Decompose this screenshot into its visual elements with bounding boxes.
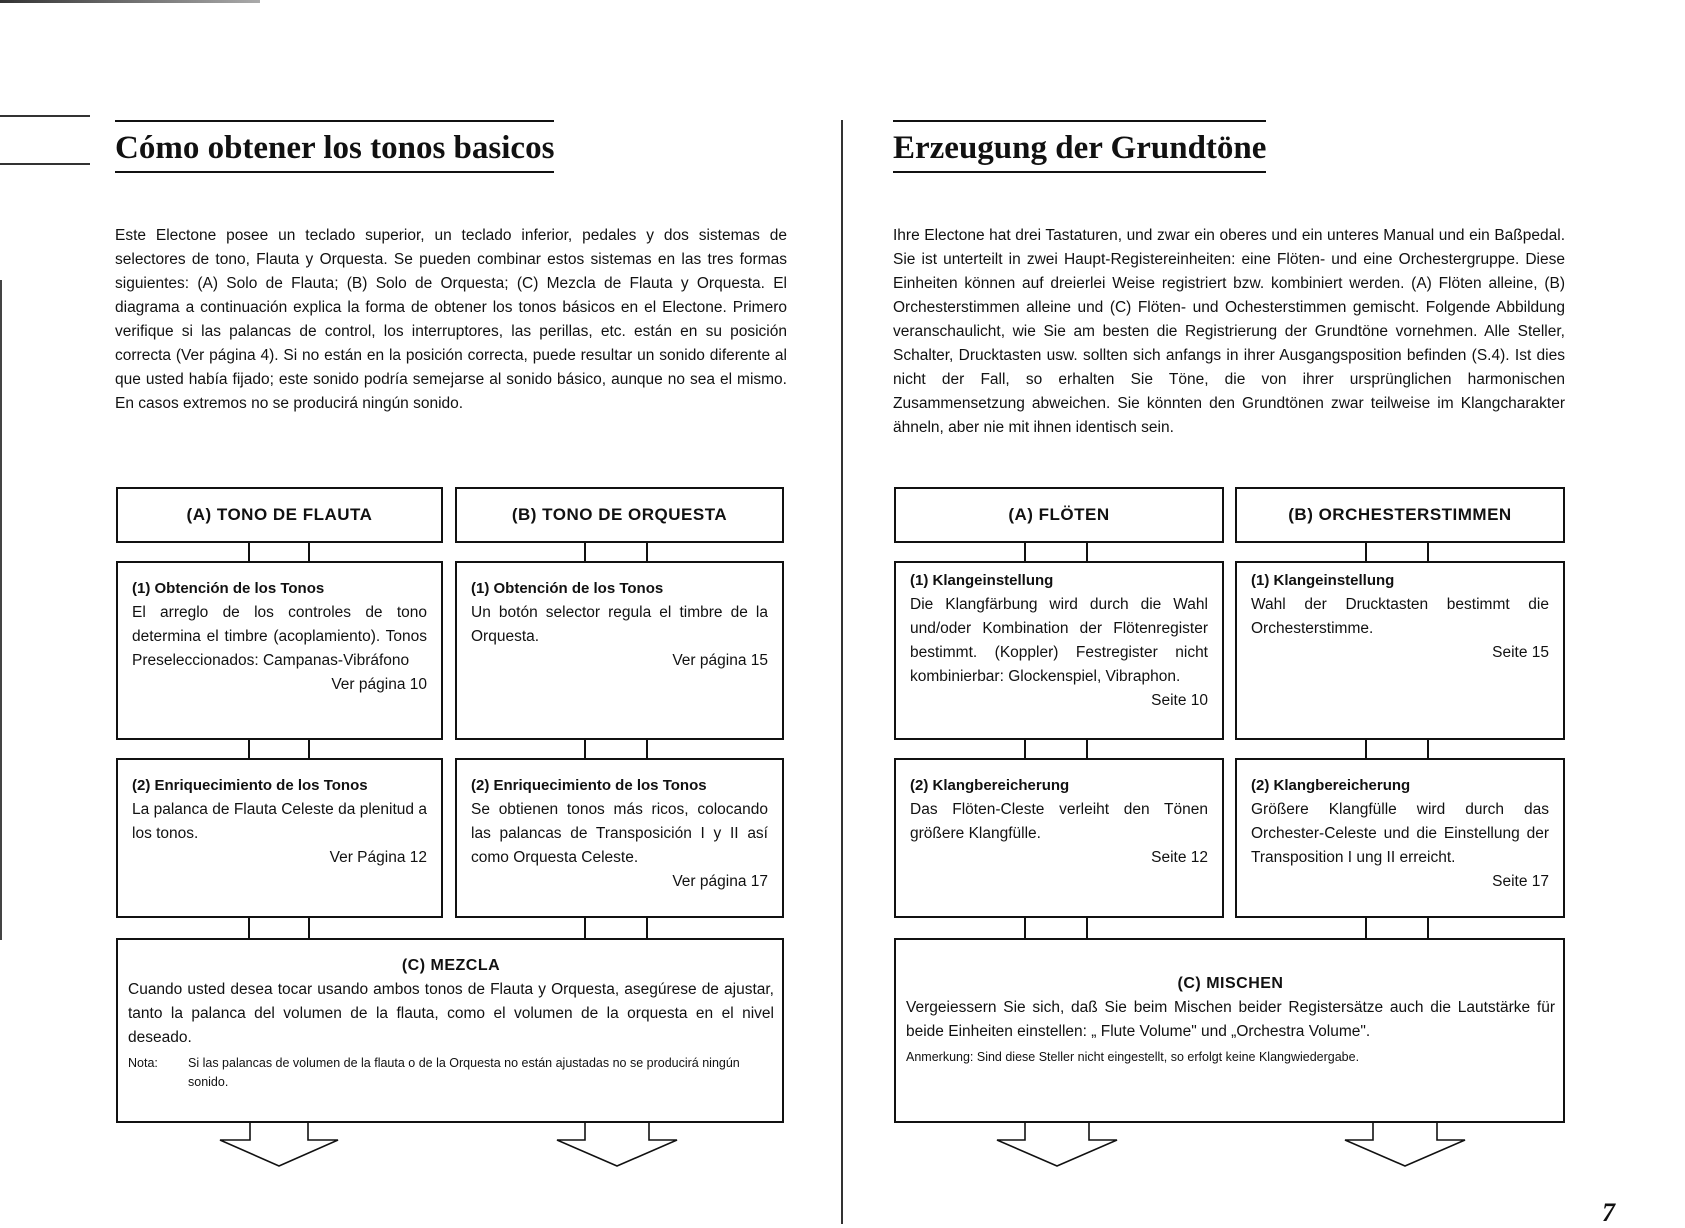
box-body: Vergeiessern Sie sich, daß Sie beim Mischen beider Registersätze auch die Lautstärke für beide Einheiten einstellen: „ Flute Volume" und „Orchestra Volume". [906, 999, 1555, 1040]
page-reference: Ver página 17 [672, 873, 768, 890]
header-orchestra-tone: (B) TONO DE ORQUESTA [455, 487, 784, 543]
scan-edge-mark [0, 163, 90, 165]
note-label: Nota: [128, 1056, 158, 1070]
page-reference: Ver página 10 [331, 676, 427, 693]
header-flute-tone: (A) TONO DE FLAUTA [116, 487, 443, 543]
page-number: 7 [1602, 1198, 1615, 1227]
flute-tone-enrichment-box [116, 758, 443, 918]
box-body: Cuando usted desea tocar usando ambos tonos de Flauta y Orquesta, asegúrese de ajustar, tanto la palanca del volumen de la flauta, como el volumen de la orquesta en el nivel deseado. [128, 981, 774, 1046]
scan-edge-mark [0, 0, 260, 3]
connector [1024, 918, 1088, 940]
down-arrow-icon [218, 1122, 340, 1168]
orchestra-tone-enrichment-box [455, 758, 784, 918]
scan-edge-mark [0, 115, 90, 117]
box-body: Wahl der Drucktasten bestimmt die Orchesterstimme. [1251, 596, 1549, 637]
down-arrow-icon [995, 1122, 1119, 1168]
box-body: Un botón selector regula el timbre de la Orquesta. [471, 604, 768, 645]
down-arrow-icon [1343, 1122, 1467, 1168]
box-heading: (2) Enriquecimiento de los Tonos [132, 777, 368, 794]
box-heading: (C) MEZCLA [401, 957, 501, 974]
box-heading: (C) MISCHEN [1177, 975, 1284, 992]
connector [248, 918, 310, 940]
flute-enrichment-box [894, 758, 1224, 918]
box-heading: (1) Klangeinstellung [910, 572, 1054, 589]
intro-paragraph-spanish: Este Electone posee un teclado superior, un teclado inferior, pedales y dos sistemas de selectores de tono, Flauta y Orquesta. Se pueden combinar estos sistemas en las tres formas siguientes: (A) Solo de Flauta; (B) Solo de Orquesta; (C) Mezcla de Flauta y Orquesta. El diagrama a continuación explica la forma de obtener los tonos básicos en el Electone. Primero verifique si las palancas de control, los interruptores, las perillas, etc. están en su posición correcta (Ver página 4). Si no están en la posición correcta, puede resultar un sonido diferente al que usted había fijado; este sonido podría semejarse al sonido básico, aunque no sea el mismo. En casos extremos no se producirá ningún sonido. [115, 227, 787, 412]
flute-sound-setting-box [894, 561, 1224, 740]
connector [248, 543, 310, 563]
box-heading: (2) Enriquecimiento de los Tonos [471, 777, 707, 794]
scan-edge-mark [0, 280, 2, 940]
box-heading: (1) Obtención de los Tonos [471, 580, 664, 597]
orchestra-sound-setting-box [1235, 561, 1565, 740]
mix-box-spanish [116, 938, 784, 1123]
mix-box-german [894, 938, 1565, 1123]
connector [584, 543, 648, 563]
box-body: Größere Klangfülle wird durch das Orchester-Celeste und die Einstellung der Transposition I ung II erreicht. [1251, 801, 1549, 866]
header-orchestra-voices: (B) ORCHESTERSTIMMEN [1235, 487, 1565, 543]
box-body: Se obtienen tonos más ricos, colocando las palancas de Transposición I y II así como Orquesta Celeste. [471, 801, 768, 866]
note-text: Anmerkung: Sind diese Steller nicht eingestellt, so erfolgt keine Klangwiedergabe. [906, 1050, 1360, 1064]
connector [1365, 543, 1429, 563]
connector [1365, 918, 1429, 940]
page-gutter-divider [841, 120, 843, 1224]
box-heading: (1) Obtención de los Tonos [132, 580, 325, 597]
intro-paragraph-german: Ihre Electone hat drei Tastaturen, und zwar ein oberes und ein unteres Manual und ein Baßpedal. Sie ist unterteilt in zwei Haupt-Registereinheiten: eine Flöten- und eine Orchestergruppe. Diese Einheiten können auf dreierlei Weise registriert bzw. kombiniert werden. (A) Flöten alleine, (B) Orchesterstimmen alleine und (C) Flöten- und Ochesterstimmen gemischt. Folgende Abbildung veranschaulicht, wie Sie am besten die Registrierung der Grundtöne vornehmen. Alle Steller, Schalter, Drucktasten usw. sollten sich anfangs in ihrer Ausgangsposition befinden (S.4). Ist dies nicht der Fall, so erhalten Sie Töne, die von ihrer ursprünglichen harmonischen Zusammensetzung abweichen. Sie könnten den Grundtönen zwar teilweise im Klangcharakter ähneln, aber nie mit ihnen identisch sein. [893, 227, 1565, 436]
page-reference: Ver Página 12 [329, 849, 427, 866]
connector [1365, 740, 1429, 760]
connector [584, 740, 648, 760]
down-arrow-icon [555, 1122, 679, 1168]
connector [248, 740, 310, 760]
header-flutes: (A) FLÖTEN [894, 487, 1224, 543]
box-body: Das Flöten-Cleste verleiht den Tönen größere Klangfülle. [910, 801, 1208, 842]
orchestra-enrichment-box [1235, 758, 1565, 918]
connector [584, 918, 648, 940]
box-body: Die Klangfärbung wird durch die Wahl und/oder Kombination der Flötenregister bestimmt. (Koppler) Festregister nicht kombinierbar: Glockenspiel, Vibraphon. [910, 596, 1208, 685]
note [128, 1054, 774, 1092]
page-title-german: Erzeugung der Grundtöne [893, 120, 1266, 173]
box-body: La palanca de Flauta Celeste da plenitud a los tonos. [132, 801, 427, 842]
box-heading: (2) Klangbereicherung [910, 777, 1070, 794]
box-body: El arreglo de los controles de tono determina el timbre (acoplamiento). Tonos Preseleccionados: Campanas-Vibráfono [132, 604, 427, 669]
connector [1024, 543, 1088, 563]
page-reference: Seite 17 [1492, 873, 1549, 890]
page-reference: Seite 15 [1492, 644, 1549, 661]
page-title-spanish: Cómo obtener los tonos basicos [115, 120, 554, 173]
box-heading: (2) Klangbereicherung [1251, 777, 1411, 794]
orchestra-tone-selection-box [455, 561, 784, 740]
flute-tone-selection-box [116, 561, 443, 740]
page-reference: Seite 10 [1151, 692, 1208, 709]
box-heading: (1) Klangeinstellung [1251, 572, 1395, 589]
note-text: Si las palancas de volumen de la flauta o de la Orquesta no están ajustadas no se producirá ningún sonido. [188, 1056, 740, 1089]
connector [1024, 740, 1088, 760]
page-reference: Ver página 15 [672, 652, 768, 669]
page-reference: Seite 12 [1151, 849, 1208, 866]
